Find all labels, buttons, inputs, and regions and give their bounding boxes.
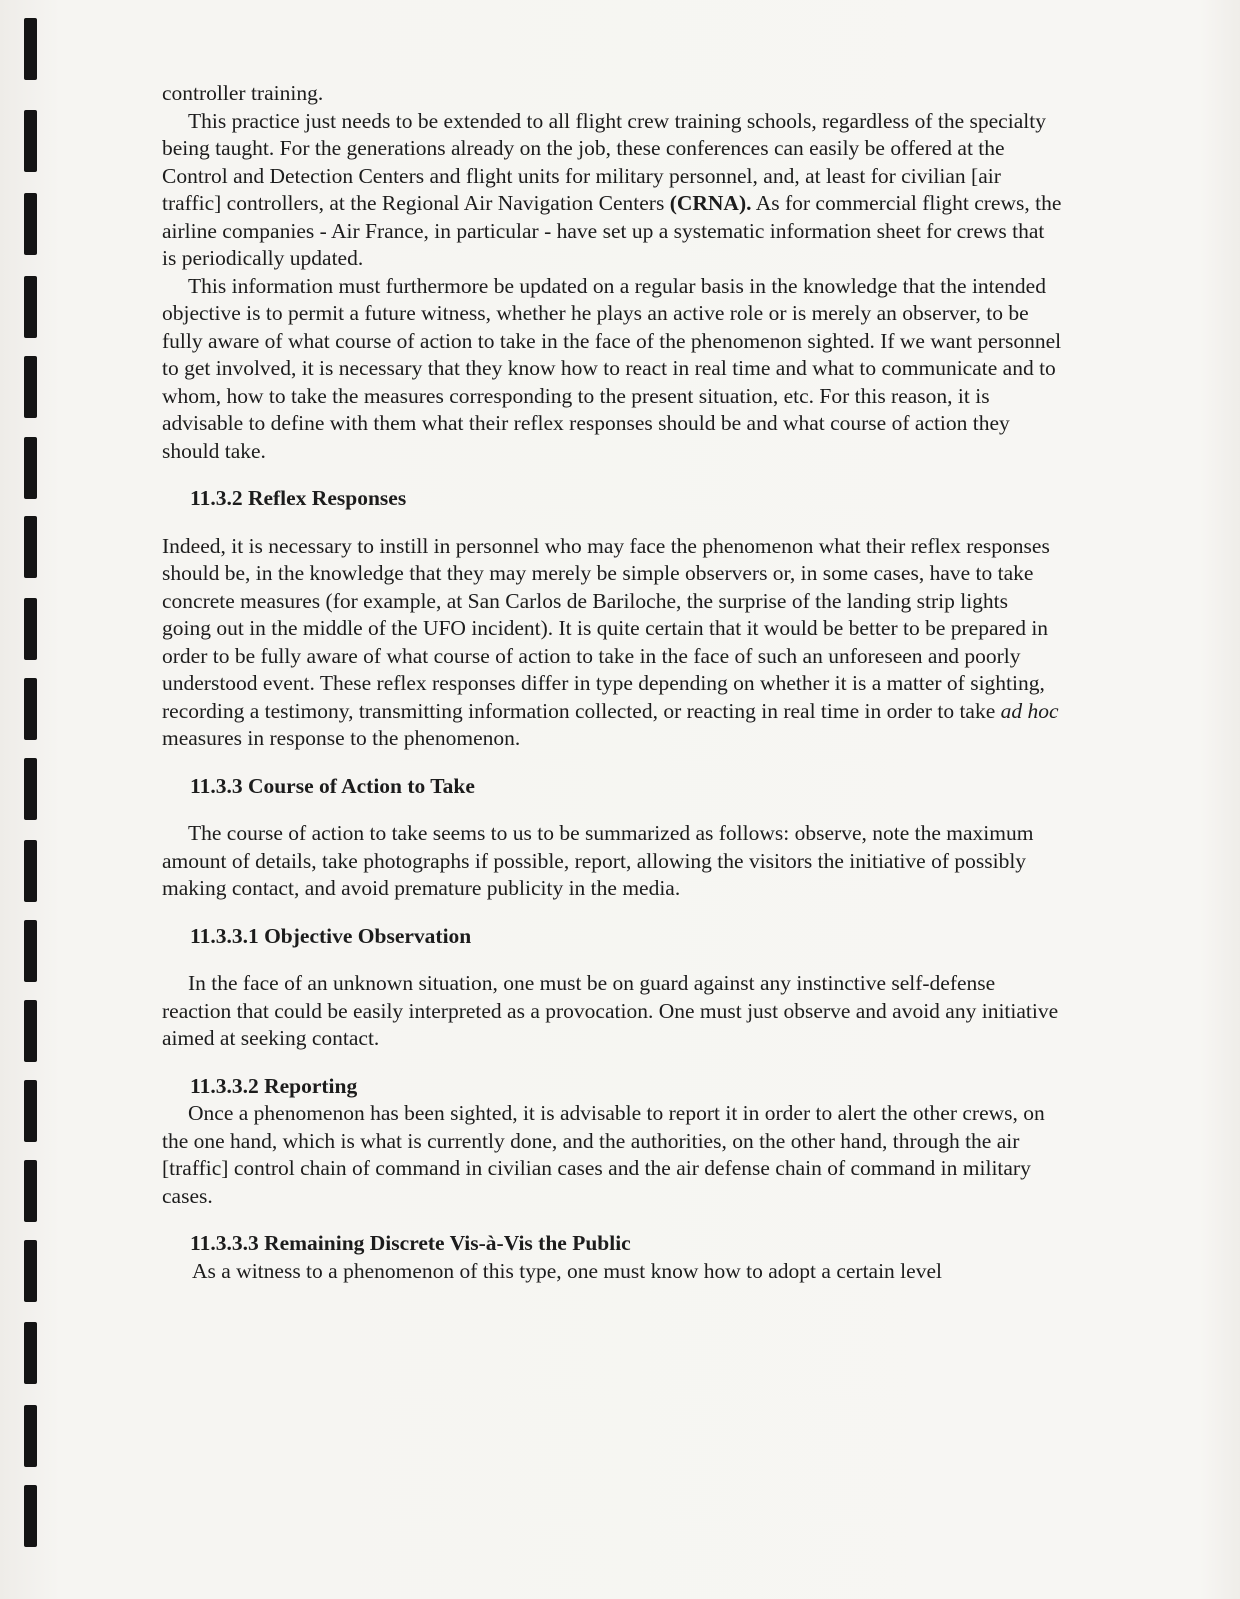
paragraph-text: Indeed, it is necessary to instill in personnel who may face the phenomenon what their reflex responses should be, in the knowledge that they may merely be simple observers or, in some cases, have to take concrete measures (for example, at San Carlos de Bariloche, the surprise of the landing strip lights going out in the middle of the UFO incident). It is quite certain that it would be better to be prepared in order to be fully aware of what course of action to take in the face of such an unforeseen and poorly understood event. These reflex responses differ in type depending on whether it is a matter of sighting, recording a testimony, transmitting information collected, or reacting in real time in order to take (162, 533, 1050, 723)
binder-hole (24, 437, 37, 499)
section-heading: 11.3.2 Reflex Responses (190, 486, 407, 510)
binder-hole (24, 1485, 37, 1547)
binder-hole (24, 18, 37, 80)
paragraph: This information must furthermore be updated on a regular basis in the knowledge that the intended objective is to permit a future witness, whether he plays an active role or is merely an observer, to be fully aware of what course of action to take in the face of the phenomenon sighted. If we want personnel to get involved, it is necessary that they know how to react in real time and what to communicate and to whom, how to take the measures corresponding to the present situation, etc. For this reason, it is advisable to define with them what their reflex responses should be and what course of action they should take. (162, 273, 1062, 463)
binder-hole (24, 1080, 37, 1142)
paragraph (162, 533, 1062, 753)
paragraph (162, 108, 1062, 273)
paragraph-text: This practice just needs to be extended to all flight crew training schools, regardless of the specialty being taught. For the generations already on the job, these conferences can easily be offered at the Control and Detection Centers and flight units for military personnel, and, at least for civilian [air traffic] controllers, at the Regional Air Navigation Centers (162, 108, 1046, 215)
paragraph: As a witness to a phenomenon of this type, one must know how to adopt a certain level (192, 1258, 942, 1283)
binder-hole (24, 276, 37, 338)
acronym: (CRNA). (669, 191, 752, 215)
section-heading: 11.3.3 Course of Action to Take (190, 773, 475, 798)
binder-hole (24, 1240, 37, 1302)
binder-hole (24, 516, 37, 578)
paragraph: Once a phenomenon has been sighted, it is advisable to report it in order to alert the other crews, on the one hand, which is what is currently done, and the authorities, on the other hand, through the air [traffic] control chain of command in civilian cases and the air defense chain of command in military cases. (162, 1101, 1045, 1208)
body-text (162, 80, 1062, 1285)
binder-hole (24, 840, 37, 902)
paragraph-text: As for commercial flight crews, the airline companies - Air France, in particular - have set up a systematic information sheet for crews that is periodically updated. (162, 191, 1062, 270)
italic-term: ad hoc (1000, 698, 1059, 723)
binder-holes (24, 0, 44, 1599)
binder-hole (24, 193, 37, 255)
paragraph: In the face of an unknown situation, one must be on guard against any instinctive self-defense reaction that could be easily interpreted as a provocation. One must just observe and avoid any initiative aimed at seeking contact. (162, 971, 1059, 1050)
binder-hole (24, 1405, 37, 1467)
binder-hole (24, 678, 37, 740)
paragraph: controller training. (162, 81, 324, 105)
binder-hole (24, 920, 37, 982)
section-heading: 11.3.3.2 Reporting (190, 1073, 358, 1098)
binder-hole (24, 758, 37, 820)
binder-hole (24, 598, 37, 660)
paragraph-text: measures in response to the phenomenon. (162, 726, 521, 750)
section-heading: 11.3.3.1 Objective Observation (190, 923, 472, 948)
binder-hole (24, 1322, 37, 1384)
binder-hole (24, 110, 37, 172)
section-heading: 11.3.3.3 Remaining Discrete Vis-à-Vis the Public (190, 1231, 631, 1255)
binder-hole (24, 1160, 37, 1222)
paragraph: The course of action to take seems to us to be summarized as follows: observe, note the maximum amount of details, take photographs if possible, report, allowing the visitors the initiative of possibly making contact, and avoid premature publicity in the media. (162, 821, 1034, 900)
binder-hole (24, 1000, 37, 1062)
binder-hole (24, 356, 37, 418)
